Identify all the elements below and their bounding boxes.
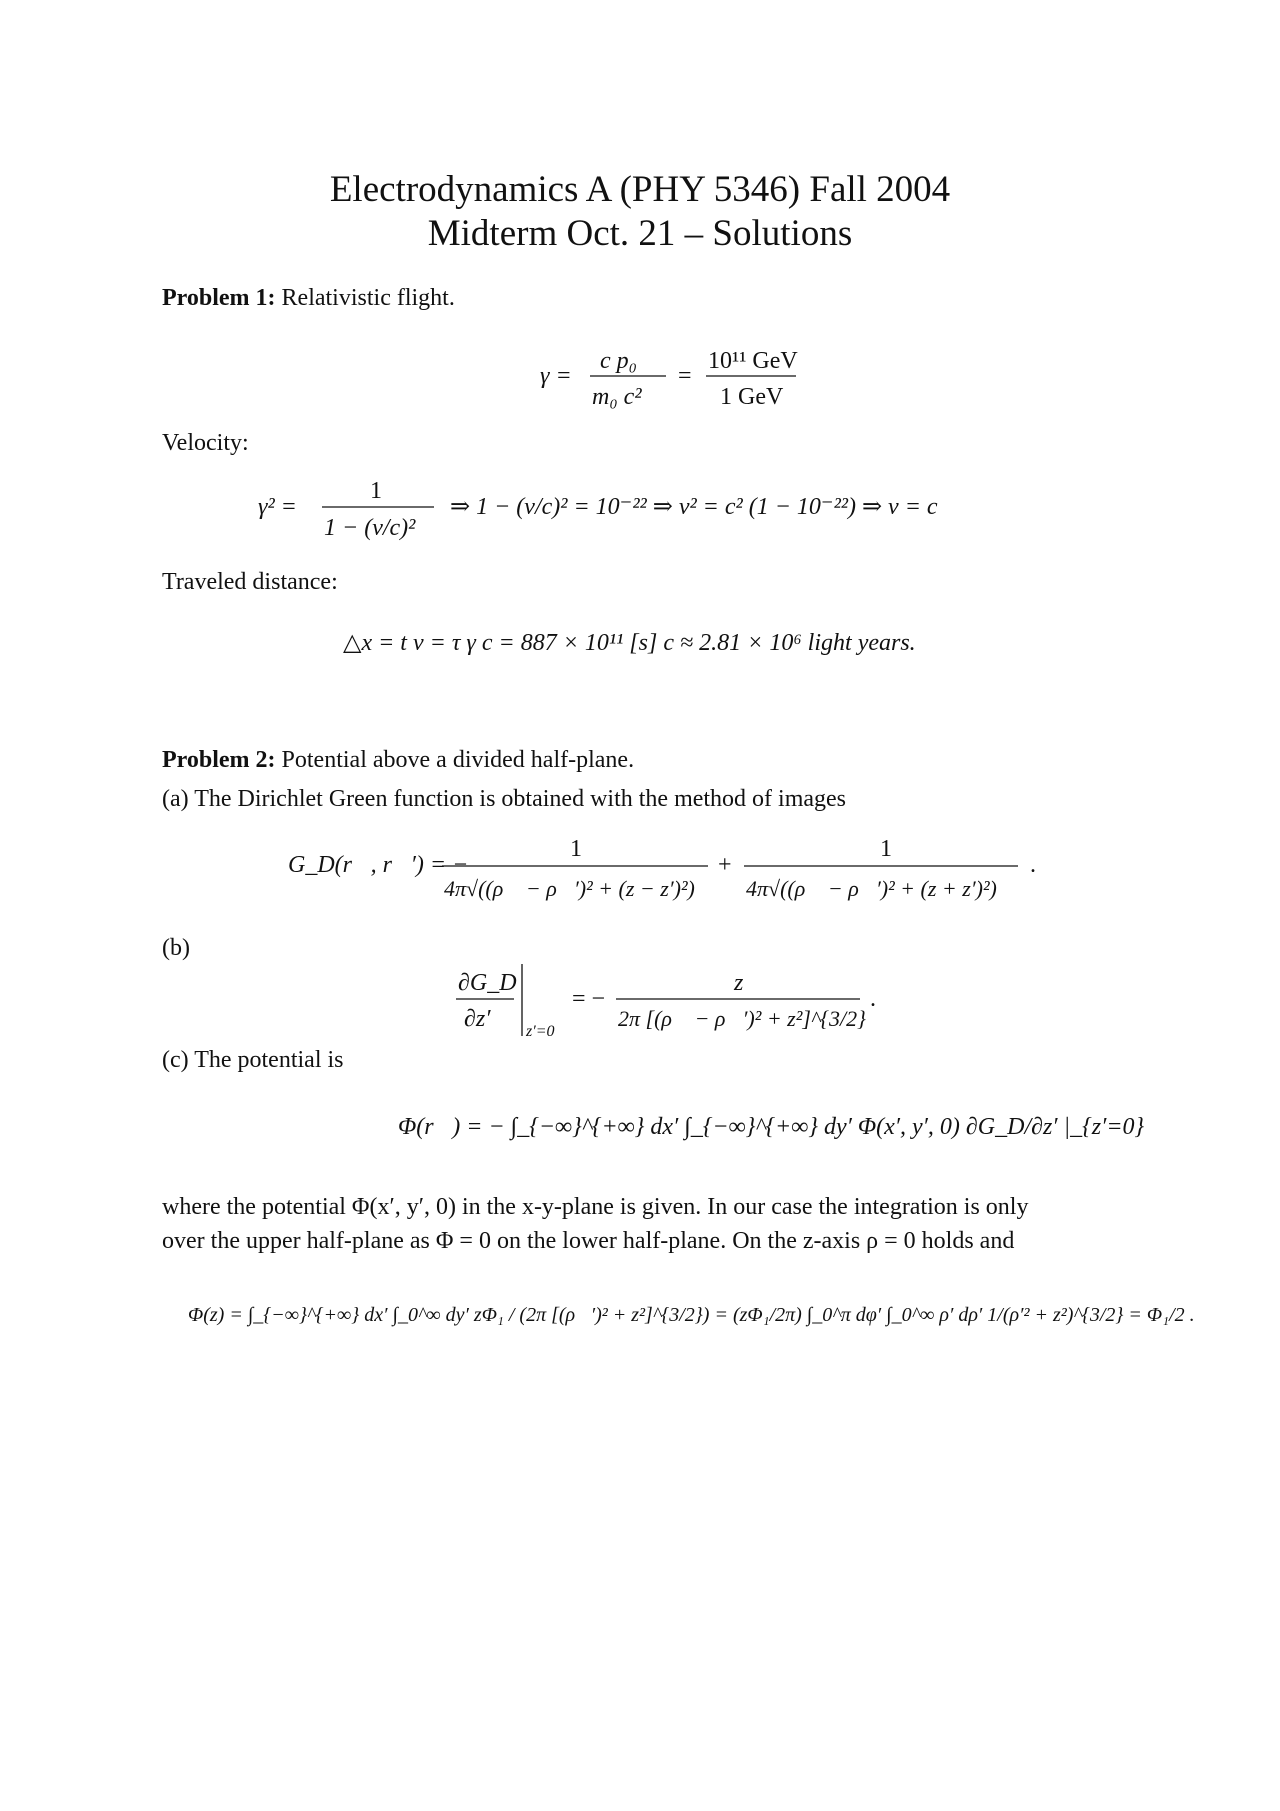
equation-velocity: [258, 478, 1088, 555]
eq-deriv-end: .: [870, 986, 876, 1012]
document-title-line2: Midterm Oct. 21 – Solutions: [427, 213, 853, 254]
eq-velocity-den: 1 − (v/c)²: [324, 515, 416, 541]
eq-velocity-num: 1: [370, 478, 382, 504]
eq-green-end: .: [1030, 852, 1036, 878]
equation-potential: Φ(r⃗) = − ∫_{−∞}^{+∞} dx′ ∫_{−∞}^{+∞} dy′ Φ(x′, y′, 0) ∂G_D/∂z′ |_{z′=0}: [398, 1114, 1145, 1140]
problem1-heading-line: [162, 283, 455, 313]
distance-label: Traveled distance:: [162, 569, 338, 595]
eq-deriv-rnum: z: [734, 970, 744, 996]
eq-gamma-den2: 1 GeV: [720, 384, 784, 410]
eq-gamma-den1: m₀ c²: [592, 384, 642, 410]
eq-gamma-lhs: γ =: [540, 363, 572, 389]
paragraph-line1: where the potential Φ(x′, y′, 0) in the x-y-plane is given. In our case the integration is only: [162, 1194, 1029, 1220]
eq-deriv-eval: z′=0: [526, 1023, 555, 1040]
problem1-subject: Relativistic flight.: [281, 285, 455, 311]
eq-deriv-num: ∂G_D: [458, 970, 517, 996]
eq-green-plus: +: [718, 852, 732, 878]
eq-deriv-rden: 2π [(ρ⃗ − ρ⃗′)² + z²]^{3/2}: [618, 1006, 866, 1031]
velocity-label: Velocity:: [162, 430, 249, 456]
eq-gamma-equals: =: [678, 363, 692, 389]
eq-velocity-rest: ⇒ 1 − (v/c)² = 10⁻²² ⇒ v² = c² (1 − 10⁻²²) ⇒ v = c: [450, 494, 938, 520]
document-title-line1: Electrodynamics A (PHY 5346) Fall 2004: [329, 169, 951, 210]
eq-green-num1: 1: [570, 836, 582, 862]
part-c-text: (c) The potential is: [162, 1047, 344, 1073]
part-a-text: (a) The Dirichlet Green function is obtained with the method of images: [162, 786, 847, 812]
eq-gamma-num1: c p₀: [600, 348, 637, 374]
part-b-label: (b): [162, 935, 190, 961]
equation-final: Φ(z) = ∫_{−∞}^{+∞} dx′ ∫_0^∞ dy′ zΦ₁ / (2π [(ρ⃗′)² + z²]^{3/2}) = (zΦ₁/2π) ∫_0^π dφ′ ∫_0^∞ ρ′ dρ′ 1/(ρ′² + z²)^{3/2} = Φ₁/2 .: [188, 1304, 1195, 1326]
eq-green-lhs: G_D(r⃗, r⃗′) = −: [288, 852, 469, 878]
eq-green-den1: 4π√((ρ⃗ − ρ⃗′)² + (z − z′)²): [444, 876, 695, 901]
eq-gamma-num2: 10¹¹ GeV: [708, 348, 798, 374]
equation-derivative: [456, 960, 896, 1047]
equation-gamma: [540, 340, 800, 417]
paragraph-line2: over the upper half-plane as Φ = 0 on the lower half-plane. On the z-axis ρ = 0 holds and: [162, 1228, 1015, 1254]
equation-green-function: [288, 836, 1048, 923]
eq-deriv-den: ∂z′: [464, 1006, 491, 1032]
eq-green-den2: 4π√((ρ⃗ − ρ⃗′)² + (z + z′)²): [746, 876, 997, 901]
eq-deriv-eq: = −: [572, 986, 606, 1012]
problem2-heading-line: [162, 745, 634, 775]
eq-velocity-lhs: γ² =: [258, 494, 297, 520]
problem2-heading: Problem 2:: [162, 747, 276, 773]
problem1-heading: Problem 1:: [162, 285, 276, 311]
equation-distance: △x = t v = τ γ c = 887 × 10¹¹ [s] c ≈ 2.81 × 10⁶ light years.: [343, 630, 916, 656]
problem2-subject: Potential above a divided half-plane.: [281, 747, 635, 773]
eq-green-num2: 1: [880, 836, 892, 862]
